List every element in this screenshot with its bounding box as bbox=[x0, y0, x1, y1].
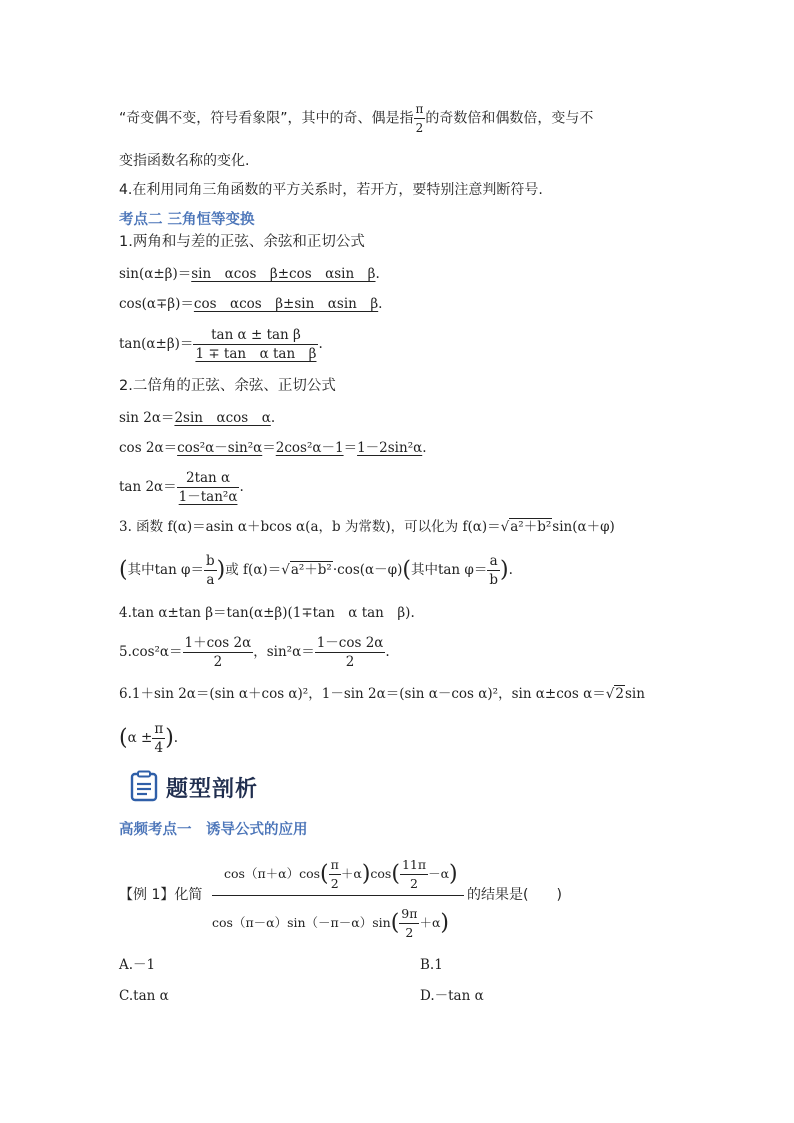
example-denominator: cos（π－α）sin（－π－α）sin( $\frac{9\pi}{2}$ ＋α) bbox=[212, 906, 449, 940]
example-1-label: 【例 1】化简 bbox=[119, 887, 203, 903]
formula-item-5: 5.cos²α＝ $\frac{1+\cos 2\alpha}{2}$ ，sin²α＝ $\frac{1-\cos 2\alpha}{2}$ . bbox=[119, 635, 390, 670]
fraction-bar bbox=[212, 895, 464, 896]
sin-sum-formula: sin(α±β)＝sin αcos β±cos αsin β. bbox=[119, 266, 380, 282]
option-a: A.－1 bbox=[119, 957, 156, 973]
intro-item-4: 4.在利用同角三角函数的平方关系时，若开方，要特别注意判断符号. bbox=[119, 182, 543, 198]
intro-line-2: 变指函数名称的变化. bbox=[119, 153, 250, 169]
formula-item-4: 4.tan α±tan β＝tan(α±β)(1∓tan α tan β). bbox=[119, 605, 415, 621]
intro-line-1 bbox=[119, 100, 593, 137]
sin-double-formula: sin 2α＝2sin αcos α. bbox=[119, 410, 276, 426]
cos-sum-formula: cos(α∓β)＝cos αcos β±sin αsin β. bbox=[119, 296, 383, 312]
formula-item-6-continued: (α ± $\frac{\pi}{4}$ ). bbox=[119, 721, 179, 756]
formula-item-3-continued: (其中tan φ＝ $\frac{b}{a}$ )或 f(α)＝√a²＋b²·cos(α－φ)(其中tan φ＝ $\frac{a}{b}$ ). bbox=[119, 553, 513, 588]
section-title: 题型剖析 bbox=[166, 777, 259, 802]
formula-heading-1: 1.两角和与差的正弦、余弦和正切公式 bbox=[119, 234, 365, 250]
option-b: B.1 bbox=[420, 957, 443, 973]
example-numerator: cos（π＋α）cos( $\frac{\pi}{2}$ ＋α)cos( $\frac{11\pi}{2}$ －α) bbox=[224, 857, 458, 891]
intro-line-1-pre: “奇变偶不变，符号看象限”，其中的奇、偶是指 bbox=[119, 110, 414, 127]
formula-item-3: 3. 函数 f(α)＝asin α＋bcos α(a，b 为常数)，可以化为 f(α)＝√a²＋b²sin(α＋φ) bbox=[119, 519, 615, 535]
tan-double-formula: tan 2α＝ $\frac{\text{2tan α}}{\text{1－tan²α}}$ . bbox=[119, 470, 244, 505]
gaopin-heading: 高频考点一 诱导公式的应用 bbox=[119, 822, 308, 838]
tan-sum-formula: tan(α±β)＝ $\frac{\text{tan α ± tan β}}{\text{1 ∓ tan α tan β}}$ . bbox=[119, 327, 323, 362]
example-tail: 的结果是( ) bbox=[467, 887, 562, 903]
option-c: C.tan α bbox=[119, 988, 169, 1004]
kaodian2-heading: 考点二 三角恒等变换 bbox=[119, 212, 255, 228]
intro-line-1-post: 的奇数倍和偶数倍，变与不 bbox=[425, 110, 594, 127]
option-d: D.－tan α bbox=[420, 988, 484, 1004]
cos-double-formula: cos 2α＝cos²α－sin²α＝2cos²α－1＝1－2sin²α. bbox=[119, 440, 427, 456]
clipboard-icon bbox=[130, 770, 158, 802]
formula-item-6: 6.1＋sin 2α＝(sin α＋cos α)²，1－sin 2α＝(sin α－cos α)²，sin α±cos α＝√2sin bbox=[119, 686, 645, 702]
formula-heading-2: 2.二倍角的正弦、余弦、正切公式 bbox=[119, 378, 336, 394]
pi-over-2-fraction: $\frac{\pi}{2}$ bbox=[415, 102, 424, 135]
